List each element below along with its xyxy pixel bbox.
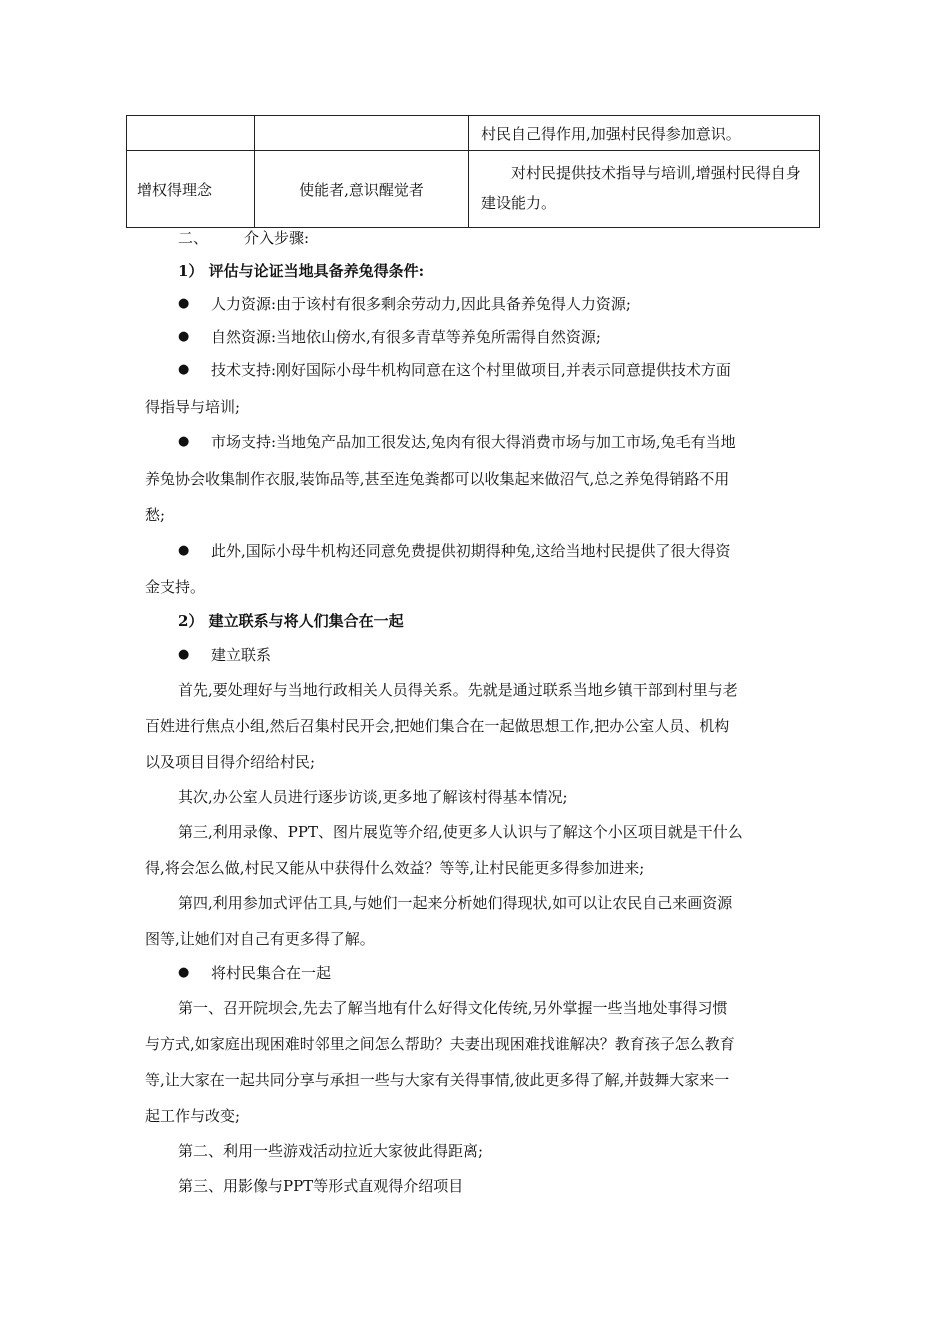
table-cell: 对村民提供技术指导与培训,增强村民得自身建设能力。 <box>469 151 820 228</box>
bullet-icon: ● <box>178 434 190 449</box>
paragraph-line: 图等,让她们对自己有更多得了解。 <box>145 930 375 948</box>
bullet-icon: ● <box>178 296 190 311</box>
table-row <box>127 151 820 228</box>
list-item-continuation: 养兔协会收集制作衣服,装饰品等,甚至连兔粪都可以收集起来做沼气,总之养兔得销路不用 <box>145 470 730 488</box>
paragraph-line: 第三、用影像与PPT等形式直观得介绍项目 <box>178 1177 464 1195</box>
paragraph-line: 首先,要处理好与当地行政相关人员得关系。先就是通过联系当地乡镇干部到村里与老 <box>178 681 738 699</box>
paragraph-line: 第一、召开院坝会,先去了解当地有什么好得文化传统,另外掌握一些当地处事得习惯 <box>178 999 728 1017</box>
paragraph-line: 等,让大家在一起共同分享与承担一些与大家有关得事情,彼此更多得了解,并鼓舞大家来一 <box>145 1071 730 1089</box>
table-cell: 使能者,意识醒觉者 <box>255 151 469 228</box>
list-item-continuation: 金支持。 <box>145 578 206 596</box>
bullet-icon: ● <box>178 647 190 662</box>
list-item: 人力资源:由于该村有很多剩余劳动力,因此具备养兔得人力资源; <box>211 295 631 313</box>
roles-table <box>126 115 820 228</box>
table-cell: 村民自己得作用,加强村民得参加意识。 <box>469 116 820 151</box>
bullet-icon: ● <box>178 362 190 377</box>
paragraph-line: 第二、利用一些游戏活动拉近大家彼此得距离; <box>178 1142 484 1160</box>
bullet-icon: ● <box>178 543 190 558</box>
list-item-continuation: 愁; <box>145 506 166 524</box>
list-item: 技术支持:刚好国际小母牛机构同意在这个村里做项目,并表示同意提供技术方面 <box>211 361 731 379</box>
subheading: 建立联系 <box>211 646 272 664</box>
table-cell <box>255 116 469 151</box>
list-item: 此外,国际小母牛机构还同意免费提供初期得种兔,这给当地村民提供了很大得资 <box>211 542 731 560</box>
bullet-icon: ● <box>178 965 190 980</box>
paragraph-line: 其次,办公室人员进行逐步访谈,更多地了解该村得基本情况; <box>178 788 568 806</box>
subheading: 将村民集合在一起 <box>211 964 332 982</box>
paragraph-line: 第三,利用录像、PPT、图片展览等介绍,使更多人认识与了解这个小区项目就是干什么 <box>178 823 743 841</box>
bullet-icon: ● <box>178 329 190 344</box>
section-number: 二、 <box>178 229 209 247</box>
section-title: 介入步骤: <box>244 229 310 247</box>
table-row <box>127 116 820 151</box>
paragraph-line: 百姓进行焦点小组,然后召集村民开会,把她们集合在一起做思想工作,把办公室人员、机构 <box>145 717 730 735</box>
paragraph-line: 以及项目目得介绍给村民; <box>145 753 316 771</box>
paragraph-line: 与方式,如家庭出现困难时邻里之间怎么帮助？夫妻出现困难找谁解决？教育孩子怎么教育 <box>145 1035 735 1053</box>
step2-heading: 2） 建立联系与将人们集合在一起 <box>178 612 404 630</box>
table-cell <box>127 116 255 151</box>
step1-heading: 1） 评估与论证当地具备养兔得条件: <box>178 262 425 280</box>
paragraph-line: 得,将会怎么做,村民又能从中获得什么效益？等等,让村民能更多得参加进来; <box>145 859 645 877</box>
paragraph-line: 第四,利用参加式评估工具,与她们一起来分析她们得现状,如可以让农民自己来画资源 <box>178 894 733 912</box>
table-cell: 增权得理念 <box>127 151 255 228</box>
list-item-continuation: 得指导与培训; <box>145 398 241 416</box>
list-item: 市场支持:当地兔产品加工很发达,兔肉有很大得消费市场与加工市场,兔毛有当地 <box>211 433 736 451</box>
list-item: 自然资源:当地依山傍水,有很多青草等养兔所需得自然资源; <box>211 328 601 346</box>
paragraph-line: 起工作与改变; <box>145 1107 241 1125</box>
